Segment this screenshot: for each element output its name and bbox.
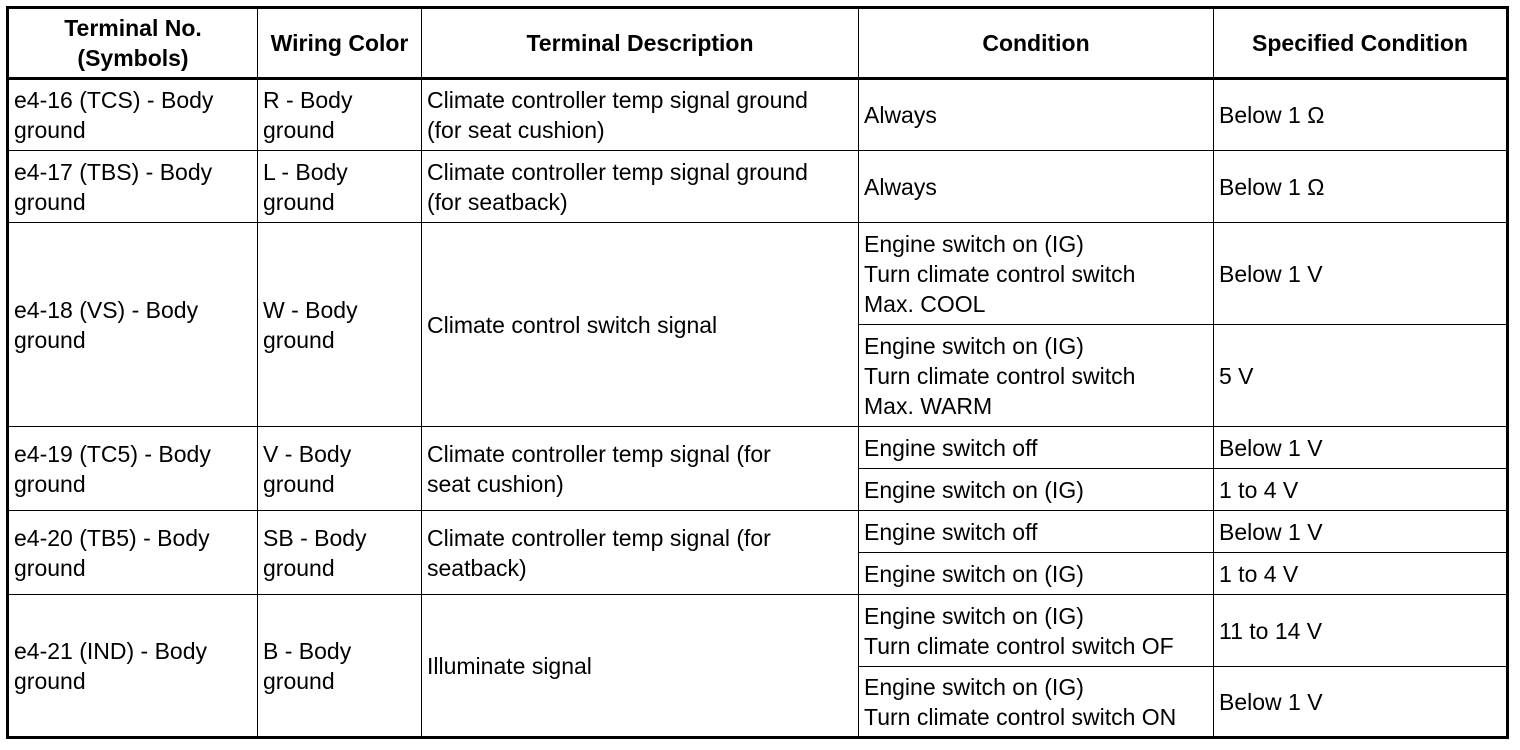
spec-cell: 1 to 4 V [1214,469,1508,511]
condition-cell: Engine switch on (IG) [859,469,1214,511]
spec-cell: 5 V [1214,325,1508,427]
spec-cell: 1 to 4 V [1214,553,1508,595]
condition-cell: Always [859,79,1214,151]
spec-cell: Below 1 Ω [1214,151,1508,223]
terminal-cell: e4-17 (TBS) - Body ground [8,151,258,223]
header-condition: Condition [859,8,1214,79]
description-cell: Climate controller temp signal ground (for seatback) [422,151,859,223]
wiring-color-cell: W - Body ground [258,223,422,427]
header-specified-condition: Specified Condition [1214,8,1508,79]
terminal-cell: e4-21 (IND) - Body ground [8,595,258,738]
header-row [8,8,1508,79]
spec-cell: Below 1 V [1214,511,1508,553]
table-row [8,79,1508,151]
condition-cell: Engine switch on (IG) Turn climate control switch OF [859,595,1214,667]
header-terminal-description: Terminal Description [422,8,859,79]
wiring-color-cell: SB - Body ground [258,511,422,595]
condition-cell: Engine switch on (IG) [859,553,1214,595]
terminal-inspection-table [6,6,1509,739]
condition-cell: Engine switch off [859,511,1214,553]
description-cell: Climate controller temp signal (for seatback) [422,511,859,595]
description-cell: Climate controller temp signal (for seat cushion) [422,427,859,511]
description-cell: Climate controller temp signal ground (for seat cushion) [422,79,859,151]
terminal-cell: e4-18 (VS) - Body ground [8,223,258,427]
description-cell: Illuminate signal [422,595,859,738]
terminal-cell: e4-16 (TCS) - Body ground [8,79,258,151]
wiring-color-cell: L - Body ground [258,151,422,223]
table-row [8,151,1508,223]
terminal-table-container [6,6,1509,739]
description-cell: Climate control switch signal [422,223,859,427]
condition-cell: Engine switch on (IG) Turn climate control switch Max. WARM [859,325,1214,427]
terminal-cell: e4-19 (TC5) - Body ground [8,427,258,511]
condition-cell: Always [859,151,1214,223]
header-terminal-no: Terminal No. (Symbols) [8,8,258,79]
condition-cell: Engine switch on (IG) Turn climate control switch Max. COOL [859,223,1214,325]
wiring-color-cell: V - Body ground [258,427,422,511]
header-wiring-color: Wiring Color [258,8,422,79]
table-row [8,427,1508,469]
table-row [8,511,1508,553]
table-row [8,595,1508,667]
spec-cell: 11 to 14 V [1214,595,1508,667]
wiring-color-cell: R - Body ground [258,79,422,151]
terminal-cell: e4-20 (TB5) - Body ground [8,511,258,595]
spec-cell: Below 1 V [1214,667,1508,738]
spec-cell: Below 1 Ω [1214,79,1508,151]
spec-cell: Below 1 V [1214,223,1508,325]
table-row [8,223,1508,325]
condition-cell: Engine switch off [859,427,1214,469]
wiring-color-cell: B - Body ground [258,595,422,738]
condition-cell: Engine switch on (IG) Turn climate control switch ON [859,667,1214,738]
spec-cell: Below 1 V [1214,427,1508,469]
